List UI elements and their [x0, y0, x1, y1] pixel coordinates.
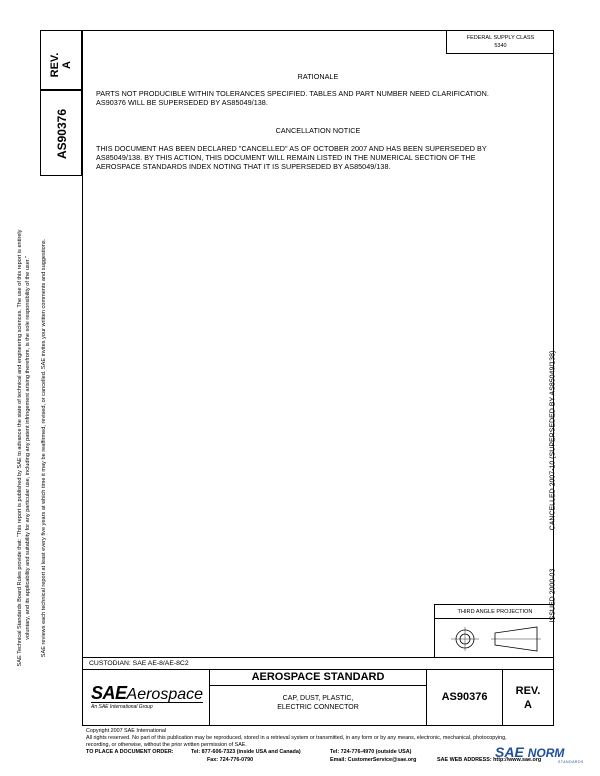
title-revision	[503, 684, 553, 712]
logo-sae-text: SAE	[91, 683, 127, 703]
custodian: CUSTODIAN: SAE AE-8/AE-8C2	[82, 658, 554, 670]
watermark-norm: NORM	[527, 746, 565, 760]
title-revision-value: A	[524, 699, 532, 711]
cancelled-note: CANCELLED 2007-10 (SUPERSEDED BY AS85049/138)	[549, 350, 557, 531]
footer-fax: Fax: 724-776-0790	[207, 757, 254, 763]
issued-date: ISSUED 2000-03	[549, 568, 557, 623]
logo-subtitle: An SAE International Group	[91, 704, 153, 710]
footer-copyright: Copyright 2007 SAE International	[86, 728, 167, 734]
side-doc-number: AS90376	[55, 108, 69, 160]
side-revision	[49, 35, 73, 95]
title-doc-number: AS90376	[427, 670, 503, 725]
watermark-logo	[495, 745, 564, 760]
cancellation-line1: THIS DOCUMENT HAS BEEN DECLARED "CANCELLED" AS OF OCTOBER 2007 AND HAS BEEN SUPERSEDED BY	[96, 144, 487, 153]
standard-title-cell	[210, 670, 427, 725]
rationale-line1: PARTS NOT PRODUCIBLE WITHIN TOLERANCES SPECIFIED. TABLES AND PART NUMBER NEED CLARIFICATION.	[96, 89, 489, 98]
title-revision-label: REV.	[515, 685, 541, 697]
title-line1: CAP, DUST, PLASTIC,	[282, 695, 354, 702]
title-block	[82, 670, 554, 726]
footer-email: Email: CustomerService@sae.org	[330, 757, 417, 763]
footer-rights-line2: recording, or otherwise, without the prior written permission of SAE.	[86, 742, 247, 748]
side-revision-value: A	[61, 61, 73, 69]
side-notice-line2: voluntary, and its applicability and suitability for any particular use, including any patent infringement arising therefrom, is the sole responsibility of the user.”	[25, 256, 31, 640]
side-notice-line3: SAE reviews each technical report at least every five years at which time it may be reaffirmed, revised, or cancelled. SAE invites your written comments and suggestions.	[41, 238, 47, 658]
footer-web[interactable]: SAE WEB ADDRESS: http://www.sae.org	[437, 757, 542, 763]
side-revision-box	[40, 30, 82, 90]
rationale-line2: AS90376 WILL BE SUPERSEDED BY AS85049/138.	[96, 98, 268, 107]
cancellation-heading: CANCELLATION NOTICE	[275, 126, 361, 135]
cancellation-line2: AS85049/138. BY THIS ACTION, THIS DOCUMENT WILL REMAIN LISTED IN THE NUMERICAL SECTION OF THE	[96, 153, 476, 162]
sae-aerospace-logo	[83, 670, 210, 725]
footer-rights-line1: All rights reserved. No part of this publication may be reproduced, stored in a retrieval system or transmitted, in any form or by any means, electronic, mechanical, photocopying,	[86, 735, 507, 741]
footer-order-label: TO PLACE A DOCUMENT ORDER:	[86, 749, 174, 755]
standard-label: AEROSPACE STANDARD	[210, 670, 426, 686]
projection-label: THIRD ANGLE PROJECTION	[457, 609, 533, 615]
logo-aerospace-text: Aerospace	[126, 686, 204, 703]
side-revision-label: REV.	[49, 52, 61, 78]
side-notice-line1: SAE Technical Standards Board Rules provide that: “This report is published by SAE to advance the state of technical and engineering sciences. The use of this report is entirely	[17, 229, 23, 667]
cancellation-line3: AEROSPACE STANDARDS INDEX NOTING THAT IT IS SUPERSEDED BY AS85049/138.	[96, 162, 391, 171]
main-frame	[82, 30, 554, 658]
footer-tel: Tel: 877-606-7323 (inside USA and Canada)	[191, 749, 301, 755]
footer-tel-outside: Tel: 724-776-4970 (outside USA)	[330, 749, 412, 755]
side-doc-number-box	[40, 90, 82, 176]
watermark-sub: STANDARDS	[558, 760, 584, 764]
projection-symbol-icon	[441, 622, 551, 656]
rationale-heading: RATIONALE	[297, 72, 339, 81]
watermark-sae: SAE	[495, 744, 524, 760]
federal-supply-class	[446, 30, 554, 54]
projection-box	[434, 604, 554, 658]
federal-supply-label: FEDERAL SUPPLY CLASS	[466, 35, 535, 41]
federal-supply-value: 5340	[494, 43, 507, 49]
title-line2: ELECTRIC CONNECTOR	[277, 704, 359, 711]
